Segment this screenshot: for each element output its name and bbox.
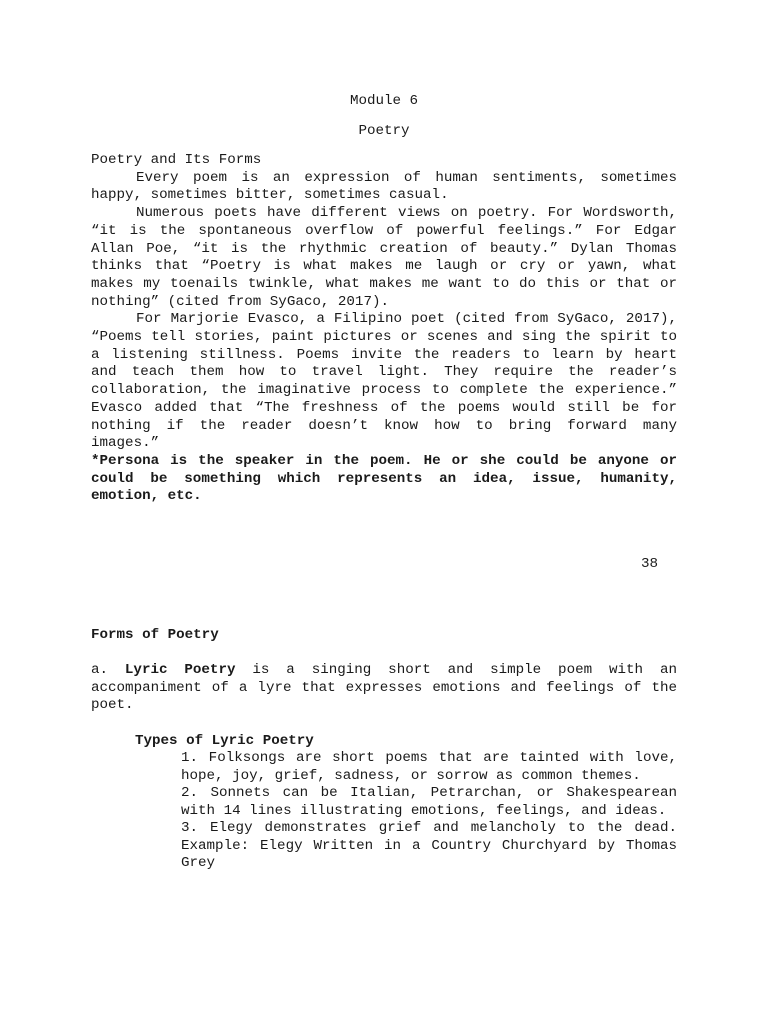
- types-heading: Types of Lyric Poetry: [135, 733, 314, 749]
- forms-heading: Forms of Poetry: [91, 627, 219, 643]
- lyric-poetry-definition: a. Lyric Poetry is a singing short and simple poem with an accompaniment of a lyre that expresses emotions and feelings of the poet.: [91, 662, 677, 714]
- persona-note: *Persona is the speaker in the poem. He or she could be anyone or could be something which represents an idea, issue, humanity, emotion, etc.: [91, 452, 677, 505]
- section-heading: Poetry and Its Forms: [91, 152, 262, 168]
- paragraph-1: Every poem is an expression of human sentiments, sometimes happy, sometimes bitter, sometimes casual.: [91, 169, 677, 204]
- module-label: Module 6: [349, 93, 419, 109]
- page-title: Poetry: [358, 123, 410, 139]
- list-item: 1. Folksongs are short poems that are tainted with love, hope, joy, grief, sadness, or sorrow as common themes.: [181, 750, 677, 784]
- lyric-term: Lyric Poetry: [124, 662, 236, 678]
- lyric-types-list: [181, 750, 677, 873]
- paragraph-2: Numerous poets have different views on poetry. For Wordsworth, “it is the spontaneous overflow of powerful feelings.” For Edgar Allan Poe, “it is the rhythmic creation of beauty.” Dylan Thomas thinks that “Poetry is what makes me laugh or cry or yawn, what makes my toenails twinkle, what makes me want to do this or that or nothing” (cited from SyGaco, 2017).: [91, 205, 677, 310]
- paragraph-3: For Marjorie Evasco, a Filipino poet (cited from SyGaco, 2017), “Poems tell stories, paint pictures or scenes and sing the spirit to a listening stillness. Poems invite the readers to learn by heart and teach them how to travel light. They require the reader’s collaboration, the imaginative process to complete the experience.” Evasco added that “The freshness of the poems would still be for nothing if the reader doesn’t know how to bring forward many images.”: [91, 311, 677, 452]
- list-item: 2. Sonnets can be Italian, Petrarchan, or Shakespearean with 14 lines illustrating emotions, feelings, and ideas.: [181, 785, 677, 819]
- intro-section: [91, 152, 677, 506]
- page-number: 38: [641, 556, 659, 572]
- list-item: 3. Elegy demonstrates grief and melancholy to the dead. Example: Elegy Written in a Country Churchyard by Thomas Grey: [181, 820, 677, 871]
